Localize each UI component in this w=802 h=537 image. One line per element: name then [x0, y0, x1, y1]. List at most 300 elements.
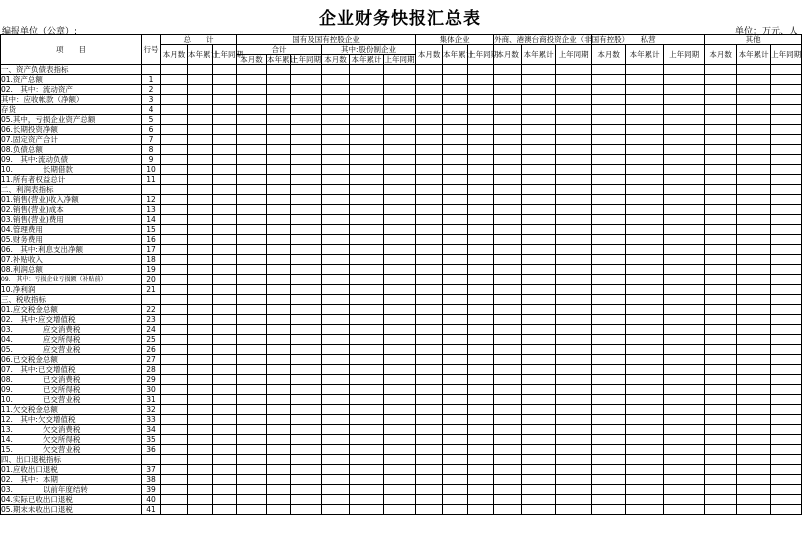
data-cell[interactable] [556, 385, 592, 395]
data-cell[interactable] [522, 215, 556, 225]
data-cell[interactable] [494, 435, 522, 445]
data-cell[interactable] [237, 95, 267, 105]
data-cell[interactable] [664, 395, 705, 405]
data-cell[interactable] [416, 165, 443, 175]
data-cell[interactable] [468, 165, 494, 175]
data-cell[interactable] [161, 255, 188, 265]
data-cell[interactable] [522, 455, 556, 465]
data-cell[interactable] [771, 205, 802, 215]
data-cell[interactable] [213, 65, 237, 75]
data-cell[interactable] [416, 205, 443, 215]
data-cell[interactable] [737, 355, 771, 365]
data-cell[interactable] [237, 395, 267, 405]
data-cell[interactable] [161, 165, 188, 175]
data-cell[interactable] [626, 275, 664, 285]
data-cell[interactable] [494, 395, 522, 405]
data-cell[interactable] [350, 135, 384, 145]
data-cell[interactable] [494, 95, 522, 105]
data-cell[interactable] [737, 415, 771, 425]
data-cell[interactable] [737, 325, 771, 335]
data-cell[interactable] [267, 265, 291, 275]
data-cell[interactable] [494, 155, 522, 165]
data-cell[interactable] [188, 305, 213, 315]
data-cell[interactable] [350, 215, 384, 225]
data-cell[interactable] [267, 425, 291, 435]
data-cell[interactable] [384, 245, 416, 255]
data-cell[interactable] [494, 345, 522, 355]
data-cell[interactable] [664, 365, 705, 375]
data-cell[interactable] [291, 145, 322, 155]
data-cell[interactable] [737, 195, 771, 205]
data-cell[interactable] [322, 155, 350, 165]
data-cell[interactable] [267, 415, 291, 425]
data-cell[interactable] [443, 355, 468, 365]
data-cell[interactable] [161, 185, 188, 195]
data-cell[interactable] [188, 375, 213, 385]
data-cell[interactable] [188, 425, 213, 435]
data-cell[interactable] [416, 195, 443, 205]
data-cell[interactable] [384, 255, 416, 265]
data-cell[interactable] [737, 315, 771, 325]
data-cell[interactable] [664, 85, 705, 95]
data-cell[interactable] [443, 255, 468, 265]
data-cell[interactable] [468, 395, 494, 405]
data-cell[interactable] [291, 75, 322, 85]
data-cell[interactable] [443, 135, 468, 145]
data-cell[interactable] [771, 185, 802, 195]
data-cell[interactable] [443, 275, 468, 285]
data-cell[interactable] [522, 175, 556, 185]
data-cell[interactable] [592, 495, 626, 505]
data-cell[interactable] [322, 235, 350, 245]
data-cell[interactable] [213, 335, 237, 345]
data-cell[interactable] [384, 385, 416, 395]
data-cell[interactable] [161, 285, 188, 295]
data-cell[interactable] [291, 435, 322, 445]
data-cell[interactable] [161, 145, 188, 155]
data-cell[interactable] [322, 65, 350, 75]
data-cell[interactable] [443, 315, 468, 325]
data-cell[interactable] [626, 195, 664, 205]
data-cell[interactable] [291, 105, 322, 115]
data-cell[interactable] [213, 245, 237, 255]
data-cell[interactable] [213, 175, 237, 185]
data-cell[interactable] [416, 375, 443, 385]
data-cell[interactable] [188, 245, 213, 255]
data-cell[interactable] [161, 345, 188, 355]
data-cell[interactable] [267, 495, 291, 505]
data-cell[interactable] [322, 195, 350, 205]
data-cell[interactable] [522, 195, 556, 205]
data-cell[interactable] [161, 315, 188, 325]
data-cell[interactable] [592, 105, 626, 115]
data-cell[interactable] [267, 285, 291, 295]
data-cell[interactable] [705, 295, 737, 305]
data-cell[interactable] [267, 505, 291, 515]
data-cell[interactable] [494, 335, 522, 345]
data-cell[interactable] [494, 215, 522, 225]
data-cell[interactable] [705, 185, 737, 195]
data-cell[interactable] [384, 405, 416, 415]
data-cell[interactable] [771, 105, 802, 115]
data-cell[interactable] [384, 225, 416, 235]
data-cell[interactable] [161, 435, 188, 445]
data-cell[interactable] [705, 105, 737, 115]
data-cell[interactable] [213, 325, 237, 335]
data-cell[interactable] [213, 225, 237, 235]
data-cell[interactable] [213, 95, 237, 105]
data-cell[interactable] [468, 205, 494, 215]
data-cell[interactable] [468, 305, 494, 315]
data-cell[interactable] [494, 325, 522, 335]
data-cell[interactable] [468, 255, 494, 265]
data-cell[interactable] [267, 385, 291, 395]
data-cell[interactable] [267, 255, 291, 265]
data-cell[interactable] [626, 245, 664, 255]
data-cell[interactable] [322, 145, 350, 155]
data-cell[interactable] [188, 225, 213, 235]
data-cell[interactable] [771, 75, 802, 85]
data-cell[interactable] [468, 105, 494, 115]
data-cell[interactable] [705, 435, 737, 445]
data-cell[interactable] [592, 305, 626, 315]
data-cell[interactable] [556, 265, 592, 275]
data-cell[interactable] [384, 305, 416, 315]
data-cell[interactable] [556, 155, 592, 165]
data-cell[interactable] [161, 265, 188, 275]
data-cell[interactable] [494, 115, 522, 125]
data-cell[interactable] [468, 415, 494, 425]
data-cell[interactable] [664, 375, 705, 385]
data-cell[interactable] [416, 185, 443, 195]
data-cell[interactable] [267, 315, 291, 325]
data-cell[interactable] [384, 395, 416, 405]
data-cell[interactable] [213, 405, 237, 415]
data-cell[interactable] [384, 275, 416, 285]
data-cell[interactable] [291, 505, 322, 515]
data-cell[interactable] [626, 225, 664, 235]
data-cell[interactable] [350, 265, 384, 275]
data-cell[interactable] [322, 445, 350, 455]
data-cell[interactable] [494, 455, 522, 465]
data-cell[interactable] [237, 155, 267, 165]
data-cell[interactable] [384, 195, 416, 205]
data-cell[interactable] [291, 85, 322, 95]
data-cell[interactable] [468, 65, 494, 75]
data-cell[interactable] [291, 405, 322, 415]
data-cell[interactable] [592, 275, 626, 285]
data-cell[interactable] [384, 295, 416, 305]
data-cell[interactable] [626, 395, 664, 405]
data-cell[interactable] [237, 465, 267, 475]
data-cell[interactable] [468, 125, 494, 135]
data-cell[interactable] [322, 205, 350, 215]
data-cell[interactable] [161, 355, 188, 365]
data-cell[interactable] [522, 145, 556, 155]
data-cell[interactable] [237, 195, 267, 205]
data-cell[interactable] [213, 235, 237, 245]
data-cell[interactable] [592, 285, 626, 295]
data-cell[interactable] [771, 485, 802, 495]
data-cell[interactable] [350, 275, 384, 285]
data-cell[interactable] [522, 295, 556, 305]
data-cell[interactable] [291, 285, 322, 295]
data-cell[interactable] [626, 455, 664, 465]
data-cell[interactable] [384, 475, 416, 485]
data-cell[interactable] [291, 465, 322, 475]
data-cell[interactable] [626, 185, 664, 195]
data-cell[interactable] [213, 145, 237, 155]
data-cell[interactable] [771, 495, 802, 505]
data-cell[interactable] [188, 125, 213, 135]
data-cell[interactable] [592, 185, 626, 195]
data-cell[interactable] [267, 225, 291, 235]
data-cell[interactable] [237, 125, 267, 135]
data-cell[interactable] [664, 65, 705, 75]
data-cell[interactable] [556, 225, 592, 235]
data-cell[interactable] [468, 195, 494, 205]
data-cell[interactable] [322, 295, 350, 305]
data-cell[interactable] [522, 485, 556, 495]
data-cell[interactable] [522, 385, 556, 395]
data-cell[interactable] [771, 405, 802, 415]
data-cell[interactable] [556, 465, 592, 475]
data-cell[interactable] [626, 375, 664, 385]
data-cell[interactable] [468, 495, 494, 505]
data-cell[interactable] [494, 385, 522, 395]
data-cell[interactable] [350, 145, 384, 155]
data-cell[interactable] [161, 105, 188, 115]
data-cell[interactable] [592, 435, 626, 445]
data-cell[interactable] [188, 345, 213, 355]
data-cell[interactable] [705, 445, 737, 455]
data-cell[interactable] [705, 255, 737, 265]
data-cell[interactable] [705, 235, 737, 245]
data-cell[interactable] [237, 495, 267, 505]
data-cell[interactable] [468, 345, 494, 355]
data-cell[interactable] [494, 405, 522, 415]
data-cell[interactable] [705, 275, 737, 285]
data-cell[interactable] [592, 345, 626, 355]
data-cell[interactable] [188, 275, 213, 285]
data-cell[interactable] [384, 485, 416, 495]
data-cell[interactable] [737, 235, 771, 245]
data-cell[interactable] [737, 285, 771, 295]
data-cell[interactable] [705, 325, 737, 335]
data-cell[interactable] [237, 75, 267, 85]
data-cell[interactable] [267, 135, 291, 145]
data-cell[interactable] [522, 255, 556, 265]
data-cell[interactable] [416, 75, 443, 85]
data-cell[interactable] [291, 305, 322, 315]
data-cell[interactable] [291, 455, 322, 465]
data-cell[interactable] [350, 245, 384, 255]
data-cell[interactable] [522, 115, 556, 125]
data-cell[interactable] [384, 105, 416, 115]
data-cell[interactable] [556, 395, 592, 405]
data-cell[interactable] [384, 345, 416, 355]
data-cell[interactable] [556, 365, 592, 375]
data-cell[interactable] [384, 65, 416, 75]
data-cell[interactable] [161, 425, 188, 435]
data-cell[interactable] [626, 505, 664, 515]
data-cell[interactable] [556, 165, 592, 175]
data-cell[interactable] [626, 425, 664, 435]
data-cell[interactable] [664, 495, 705, 505]
data-cell[interactable] [737, 85, 771, 95]
data-cell[interactable] [384, 185, 416, 195]
data-cell[interactable] [161, 415, 188, 425]
data-cell[interactable] [626, 145, 664, 155]
data-cell[interactable] [267, 165, 291, 175]
data-cell[interactable] [267, 105, 291, 115]
data-cell[interactable] [664, 465, 705, 475]
data-cell[interactable] [267, 435, 291, 445]
data-cell[interactable] [468, 275, 494, 285]
data-cell[interactable] [468, 155, 494, 165]
data-cell[interactable] [213, 355, 237, 365]
data-cell[interactable] [213, 155, 237, 165]
data-cell[interactable] [664, 295, 705, 305]
data-cell[interactable] [291, 445, 322, 455]
data-cell[interactable] [291, 225, 322, 235]
data-cell[interactable] [664, 225, 705, 235]
data-cell[interactable] [267, 335, 291, 345]
data-cell[interactable] [468, 135, 494, 145]
data-cell[interactable] [664, 165, 705, 175]
data-cell[interactable] [237, 265, 267, 275]
data-cell[interactable] [291, 295, 322, 305]
data-cell[interactable] [188, 435, 213, 445]
data-cell[interactable] [416, 475, 443, 485]
data-cell[interactable] [161, 375, 188, 385]
data-cell[interactable] [626, 475, 664, 485]
data-cell[interactable] [213, 105, 237, 115]
data-cell[interactable] [737, 365, 771, 375]
data-cell[interactable] [494, 165, 522, 175]
data-cell[interactable] [291, 255, 322, 265]
data-cell[interactable] [322, 395, 350, 405]
data-cell[interactable] [737, 425, 771, 435]
data-cell[interactable] [522, 275, 556, 285]
data-cell[interactable] [416, 155, 443, 165]
data-cell[interactable] [322, 265, 350, 275]
data-cell[interactable] [443, 415, 468, 425]
data-cell[interactable] [771, 325, 802, 335]
data-cell[interactable] [626, 415, 664, 425]
data-cell[interactable] [237, 115, 267, 125]
data-cell[interactable] [161, 405, 188, 415]
data-cell[interactable] [626, 165, 664, 175]
data-cell[interactable] [664, 405, 705, 415]
data-cell[interactable] [556, 315, 592, 325]
data-cell[interactable] [416, 335, 443, 345]
data-cell[interactable] [350, 165, 384, 175]
data-cell[interactable] [626, 355, 664, 365]
data-cell[interactable] [443, 485, 468, 495]
data-cell[interactable] [322, 245, 350, 255]
data-cell[interactable] [664, 115, 705, 125]
data-cell[interactable] [468, 285, 494, 295]
data-cell[interactable] [592, 505, 626, 515]
data-cell[interactable] [664, 335, 705, 345]
data-cell[interactable] [237, 485, 267, 495]
data-cell[interactable] [161, 385, 188, 395]
data-cell[interactable] [188, 505, 213, 515]
data-cell[interactable] [267, 145, 291, 155]
data-cell[interactable] [737, 265, 771, 275]
data-cell[interactable] [705, 425, 737, 435]
data-cell[interactable] [626, 215, 664, 225]
data-cell[interactable] [188, 195, 213, 205]
data-cell[interactable] [626, 325, 664, 335]
data-cell[interactable] [737, 135, 771, 145]
data-cell[interactable] [350, 335, 384, 345]
data-cell[interactable] [592, 325, 626, 335]
data-cell[interactable] [350, 105, 384, 115]
data-cell[interactable] [213, 475, 237, 485]
data-cell[interactable] [443, 375, 468, 385]
data-cell[interactable] [626, 205, 664, 215]
data-cell[interactable] [592, 135, 626, 145]
data-cell[interactable] [771, 135, 802, 145]
data-cell[interactable] [737, 345, 771, 355]
data-cell[interactable] [626, 385, 664, 395]
data-cell[interactable] [237, 165, 267, 175]
data-cell[interactable] [384, 265, 416, 275]
data-cell[interactable] [188, 65, 213, 75]
data-cell[interactable] [384, 235, 416, 245]
data-cell[interactable] [592, 215, 626, 225]
data-cell[interactable] [522, 235, 556, 245]
data-cell[interactable] [468, 265, 494, 275]
data-cell[interactable] [416, 255, 443, 265]
data-cell[interactable] [626, 95, 664, 105]
data-cell[interactable] [443, 455, 468, 465]
data-cell[interactable] [556, 355, 592, 365]
data-cell[interactable] [213, 365, 237, 375]
data-cell[interactable] [468, 375, 494, 385]
data-cell[interactable] [322, 505, 350, 515]
data-cell[interactable] [416, 295, 443, 305]
data-cell[interactable] [161, 155, 188, 165]
data-cell[interactable] [237, 445, 267, 455]
data-cell[interactable] [213, 395, 237, 405]
data-cell[interactable] [705, 165, 737, 175]
data-cell[interactable] [592, 425, 626, 435]
data-cell[interactable] [213, 265, 237, 275]
data-cell[interactable] [237, 255, 267, 265]
data-cell[interactable] [592, 225, 626, 235]
data-cell[interactable] [291, 155, 322, 165]
data-cell[interactable] [384, 415, 416, 425]
data-cell[interactable] [350, 425, 384, 435]
data-cell[interactable] [237, 415, 267, 425]
data-cell[interactable] [213, 215, 237, 225]
data-cell[interactable] [522, 345, 556, 355]
data-cell[interactable] [161, 465, 188, 475]
data-cell[interactable] [556, 485, 592, 495]
data-cell[interactable] [705, 135, 737, 145]
data-cell[interactable] [705, 95, 737, 105]
data-cell[interactable] [237, 305, 267, 315]
data-cell[interactable] [626, 405, 664, 415]
data-cell[interactable] [350, 125, 384, 135]
data-cell[interactable] [267, 235, 291, 245]
data-cell[interactable] [737, 225, 771, 235]
data-cell[interactable] [664, 155, 705, 165]
data-cell[interactable] [384, 465, 416, 475]
